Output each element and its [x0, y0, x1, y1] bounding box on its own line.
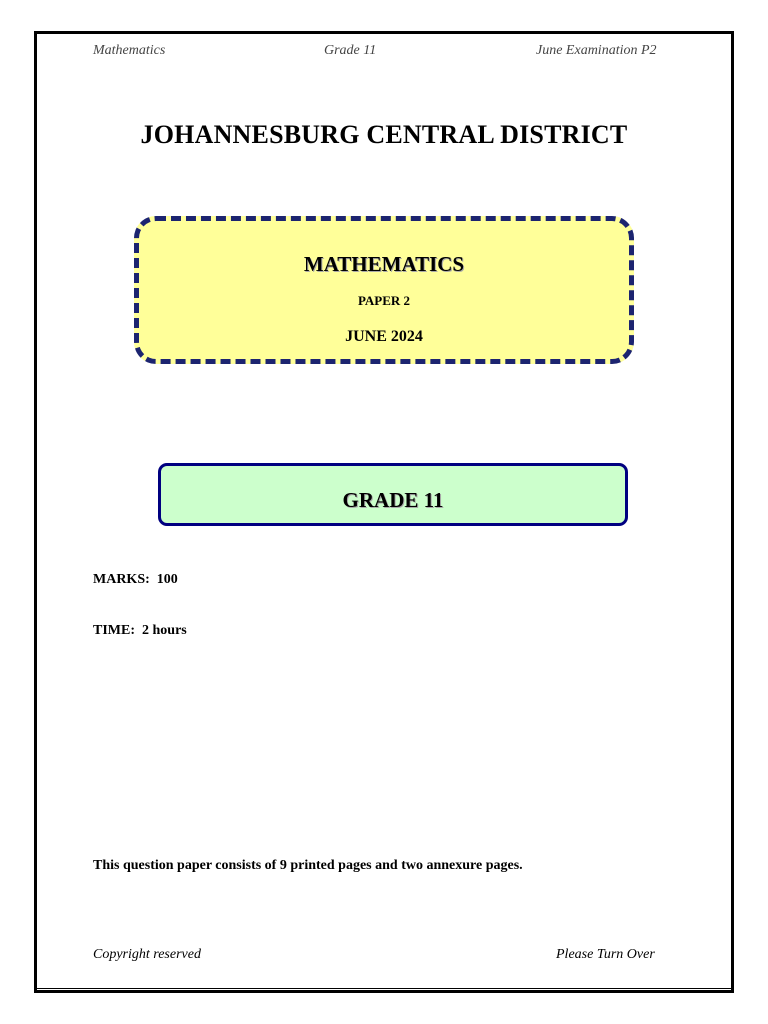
time-line: TIME: 2 hours — [93, 623, 187, 638]
subject-title: MATHEMATICS — [303, 252, 465, 276]
header-exam: June Examination P2 — [536, 43, 657, 58]
footer-turn-over: Please Turn Over — [556, 947, 655, 962]
exam-date: JUNE 2024 — [345, 328, 423, 345]
marks-line: MARKS: 100 — [93, 572, 178, 587]
header-subject: Mathematics — [93, 43, 166, 58]
header-grade: Grade 11 — [324, 43, 377, 58]
district-title: JOHANNESBURG CENTRAL DISTRICT — [140, 120, 628, 149]
subject-box — [134, 216, 634, 364]
footer-copyright: Copyright reserved — [93, 947, 201, 962]
pages-note: This question paper consists of 9 printed pages and two annexure pages. — [93, 858, 523, 873]
paper-number: PAPER 2 — [357, 293, 411, 308]
grade-label: GRADE 11 — [342, 488, 444, 512]
grade-box — [158, 463, 628, 526]
page-border-bottom-rule — [34, 988, 734, 989]
